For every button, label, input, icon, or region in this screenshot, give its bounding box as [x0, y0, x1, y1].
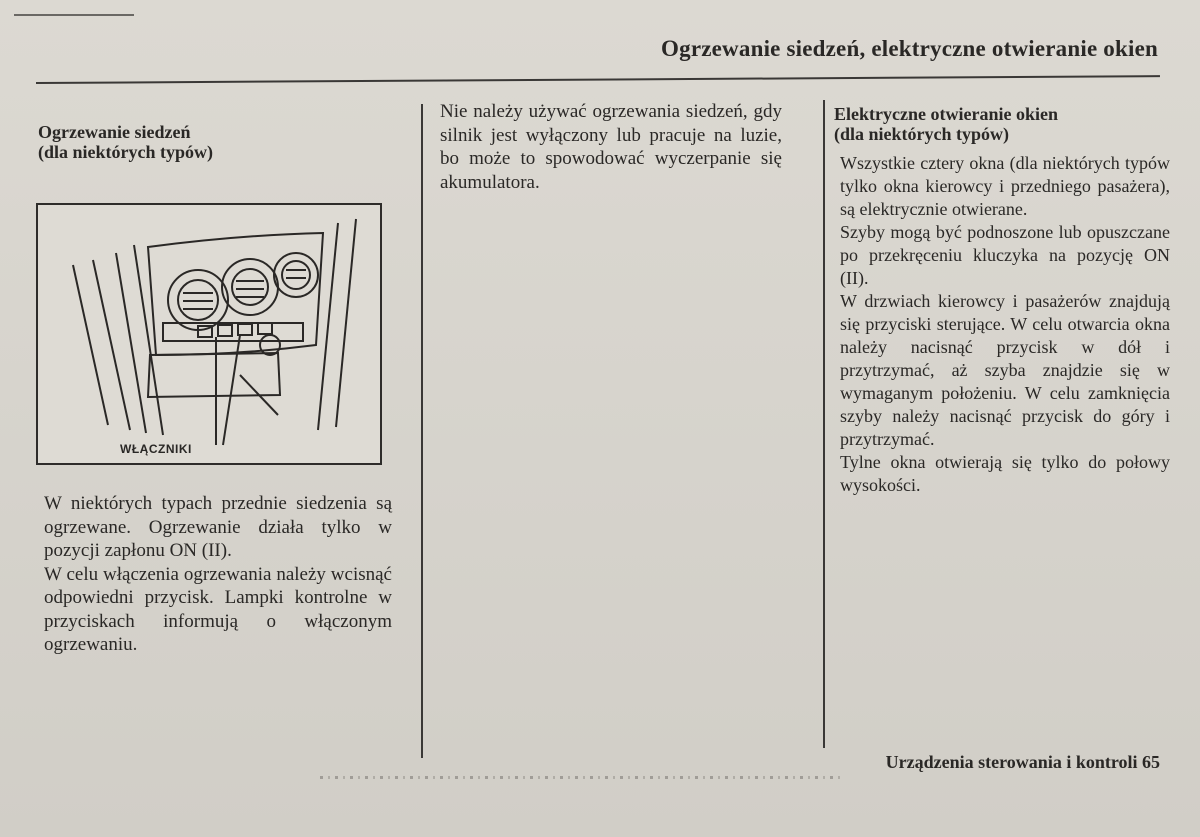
power-windows-paragraph-3: W drzwiach kierowcy i pasażerów znajdują się przyciski sterujące. W celu otwarcia okna należy nacisnąć przycisk w dół i przytrzymać, aż szyba znajdzie się w wymaganym położeniu. W celu zamknięcia szyby należy nacisnąć przycisk do góry i przytrzymać. — [840, 291, 1170, 449]
header-rule — [36, 75, 1160, 84]
column-divider-left — [421, 104, 423, 758]
dashboard-drawing — [38, 205, 380, 463]
page-footer — [886, 752, 1160, 773]
seat-heating-heading-line1: Ogrzewanie siedzeń — [38, 122, 191, 142]
battery-warning-text — [440, 100, 782, 194]
power-windows-heading — [834, 104, 1164, 144]
switches-label: WŁĄCZNIKI — [120, 442, 192, 456]
power-windows-text — [840, 152, 1170, 497]
power-windows-paragraph-2: Szyby mogą być podnoszone lub opuszczane po przekręceniu kluczyka na pozycję ON (II). — [840, 222, 1170, 288]
page-title: Ogrzewanie siedzeń, elektryczne otwieranie okien — [661, 36, 1158, 61]
column-divider-right — [823, 100, 825, 748]
footer-section-title: Urządzenia sterowania i kontroli — [885, 752, 1138, 772]
seat-heating-paragraph-1: W niektórych typach przednie siedzenia są ogrzewane. Ogrzewanie działa tylko w pozycji zapłonu ON (II). — [44, 493, 392, 561]
battery-warning-paragraph: Nie należy używać ogrzewania siedzeń, gdy silnik jest wyłączony lub pracuje na luzie, bo może to spowodować wyczerpanie się akumulatora. — [440, 101, 782, 193]
power-windows-paragraph-1: Wszystkie cztery okna (dla niektórych typów tylko okna kierowcy i przedniego pasażera), są elektrycznie otwierane. — [840, 153, 1170, 219]
dashboard-illustration — [36, 203, 382, 465]
seat-heating-heading — [38, 122, 338, 162]
power-windows-paragraph-4: Tylne okna otwierają się tylko do połowy wysokości. — [840, 452, 1170, 495]
corner-rule — [14, 14, 134, 16]
page-number: 65 — [1142, 752, 1160, 772]
seat-heating-paragraph-2: W celu włączenia ogrzewania należy wcisnąć odpowiedni przycisk. Lampki kontrolne w przyciskach informują o włączonym ogrzewaniu. — [44, 563, 392, 655]
power-windows-heading-line2: (dla niektórych typów) — [834, 124, 1009, 144]
seat-heating-text — [44, 492, 392, 657]
footer-print-artifact — [320, 776, 840, 779]
seat-heating-heading-line2: (dla niektórych typów) — [38, 142, 213, 162]
power-windows-heading-line1: Elektryczne otwieranie okien — [834, 104, 1058, 124]
